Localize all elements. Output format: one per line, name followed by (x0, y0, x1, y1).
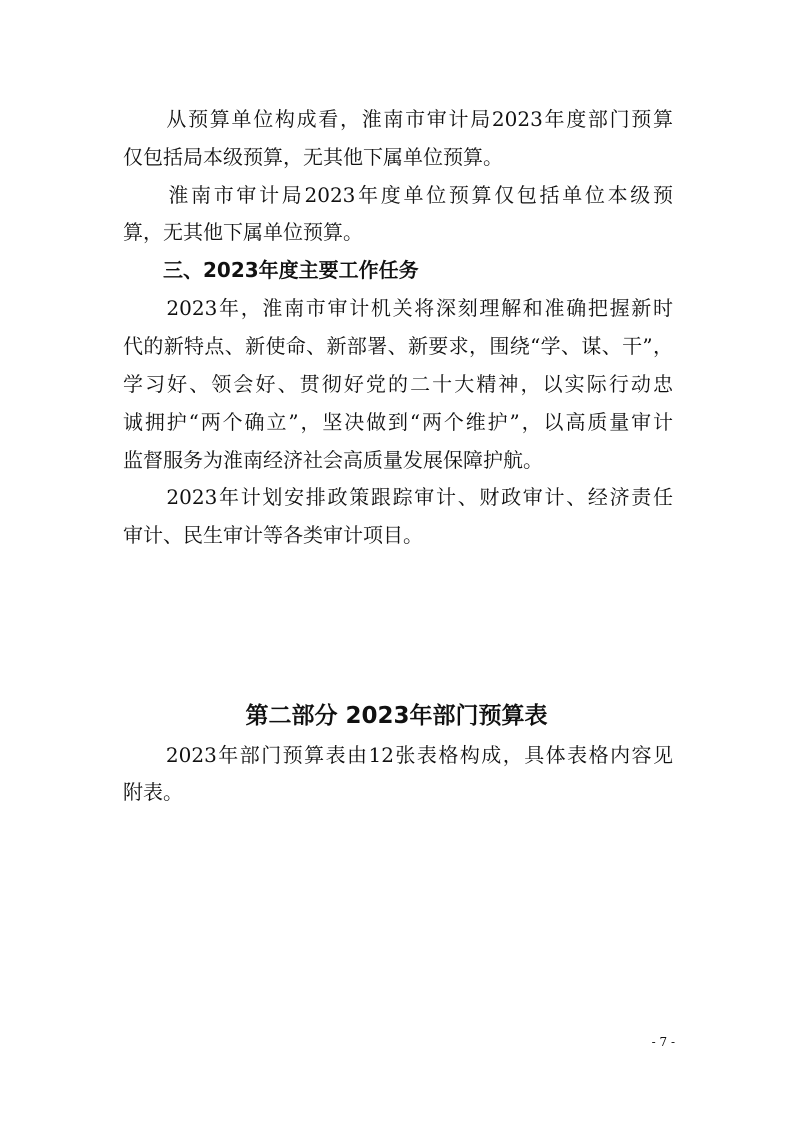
page-number: - 7 - (651, 1035, 675, 1049)
paragraph-2-line-1: 淮南市审计局2023年度单位预算仅包括单位本级预 (123, 183, 673, 207)
part-two-paragraph-line-1: 2023年部门预算表由12张表格构成，具体表格内容见 (123, 743, 673, 767)
paragraph-3-line-5: 监督服务为淮南经济社会高质量发展保障护航。 (123, 448, 543, 472)
paragraph-3-line-2: 代的新特点、新使命、新部署、新要求，围绕“学、谋、干”， (123, 334, 673, 358)
section-3-heading: 三、2023年度主要工作任务 (123, 258, 419, 282)
paragraph-1-line-1: 从预算单位构成看，淮南市审计局2023年度部门预算 (123, 107, 673, 131)
paragraph-4-line-2: 审计、民生审计等各类审计项目。 (123, 523, 423, 547)
paragraph-1-line-2: 仅包括局本级预算，无其他下属单位预算。 (123, 145, 503, 169)
paragraph-3-line-1: 2023年，淮南市审计机关将深刻理解和准确把握新时 (123, 296, 673, 320)
paragraph-3-line-4: 诚拥护“两个确立”，坚决做到“两个维护”，以高质量审计 (123, 410, 673, 434)
paragraph-4-line-1: 2023年计划安排政策跟踪审计、财政审计、经济责任 (123, 485, 673, 509)
part-two-title: 第二部分 2023年部门预算表 (245, 703, 548, 729)
paragraph-3-line-3: 学习好、领会好、贯彻好党的二十大精神，以实际行动忠 (123, 372, 673, 396)
paragraph-2-line-2: 算，无其他下属单位预算。 (123, 220, 363, 244)
part-two-paragraph-line-2: 附表。 (123, 780, 183, 804)
